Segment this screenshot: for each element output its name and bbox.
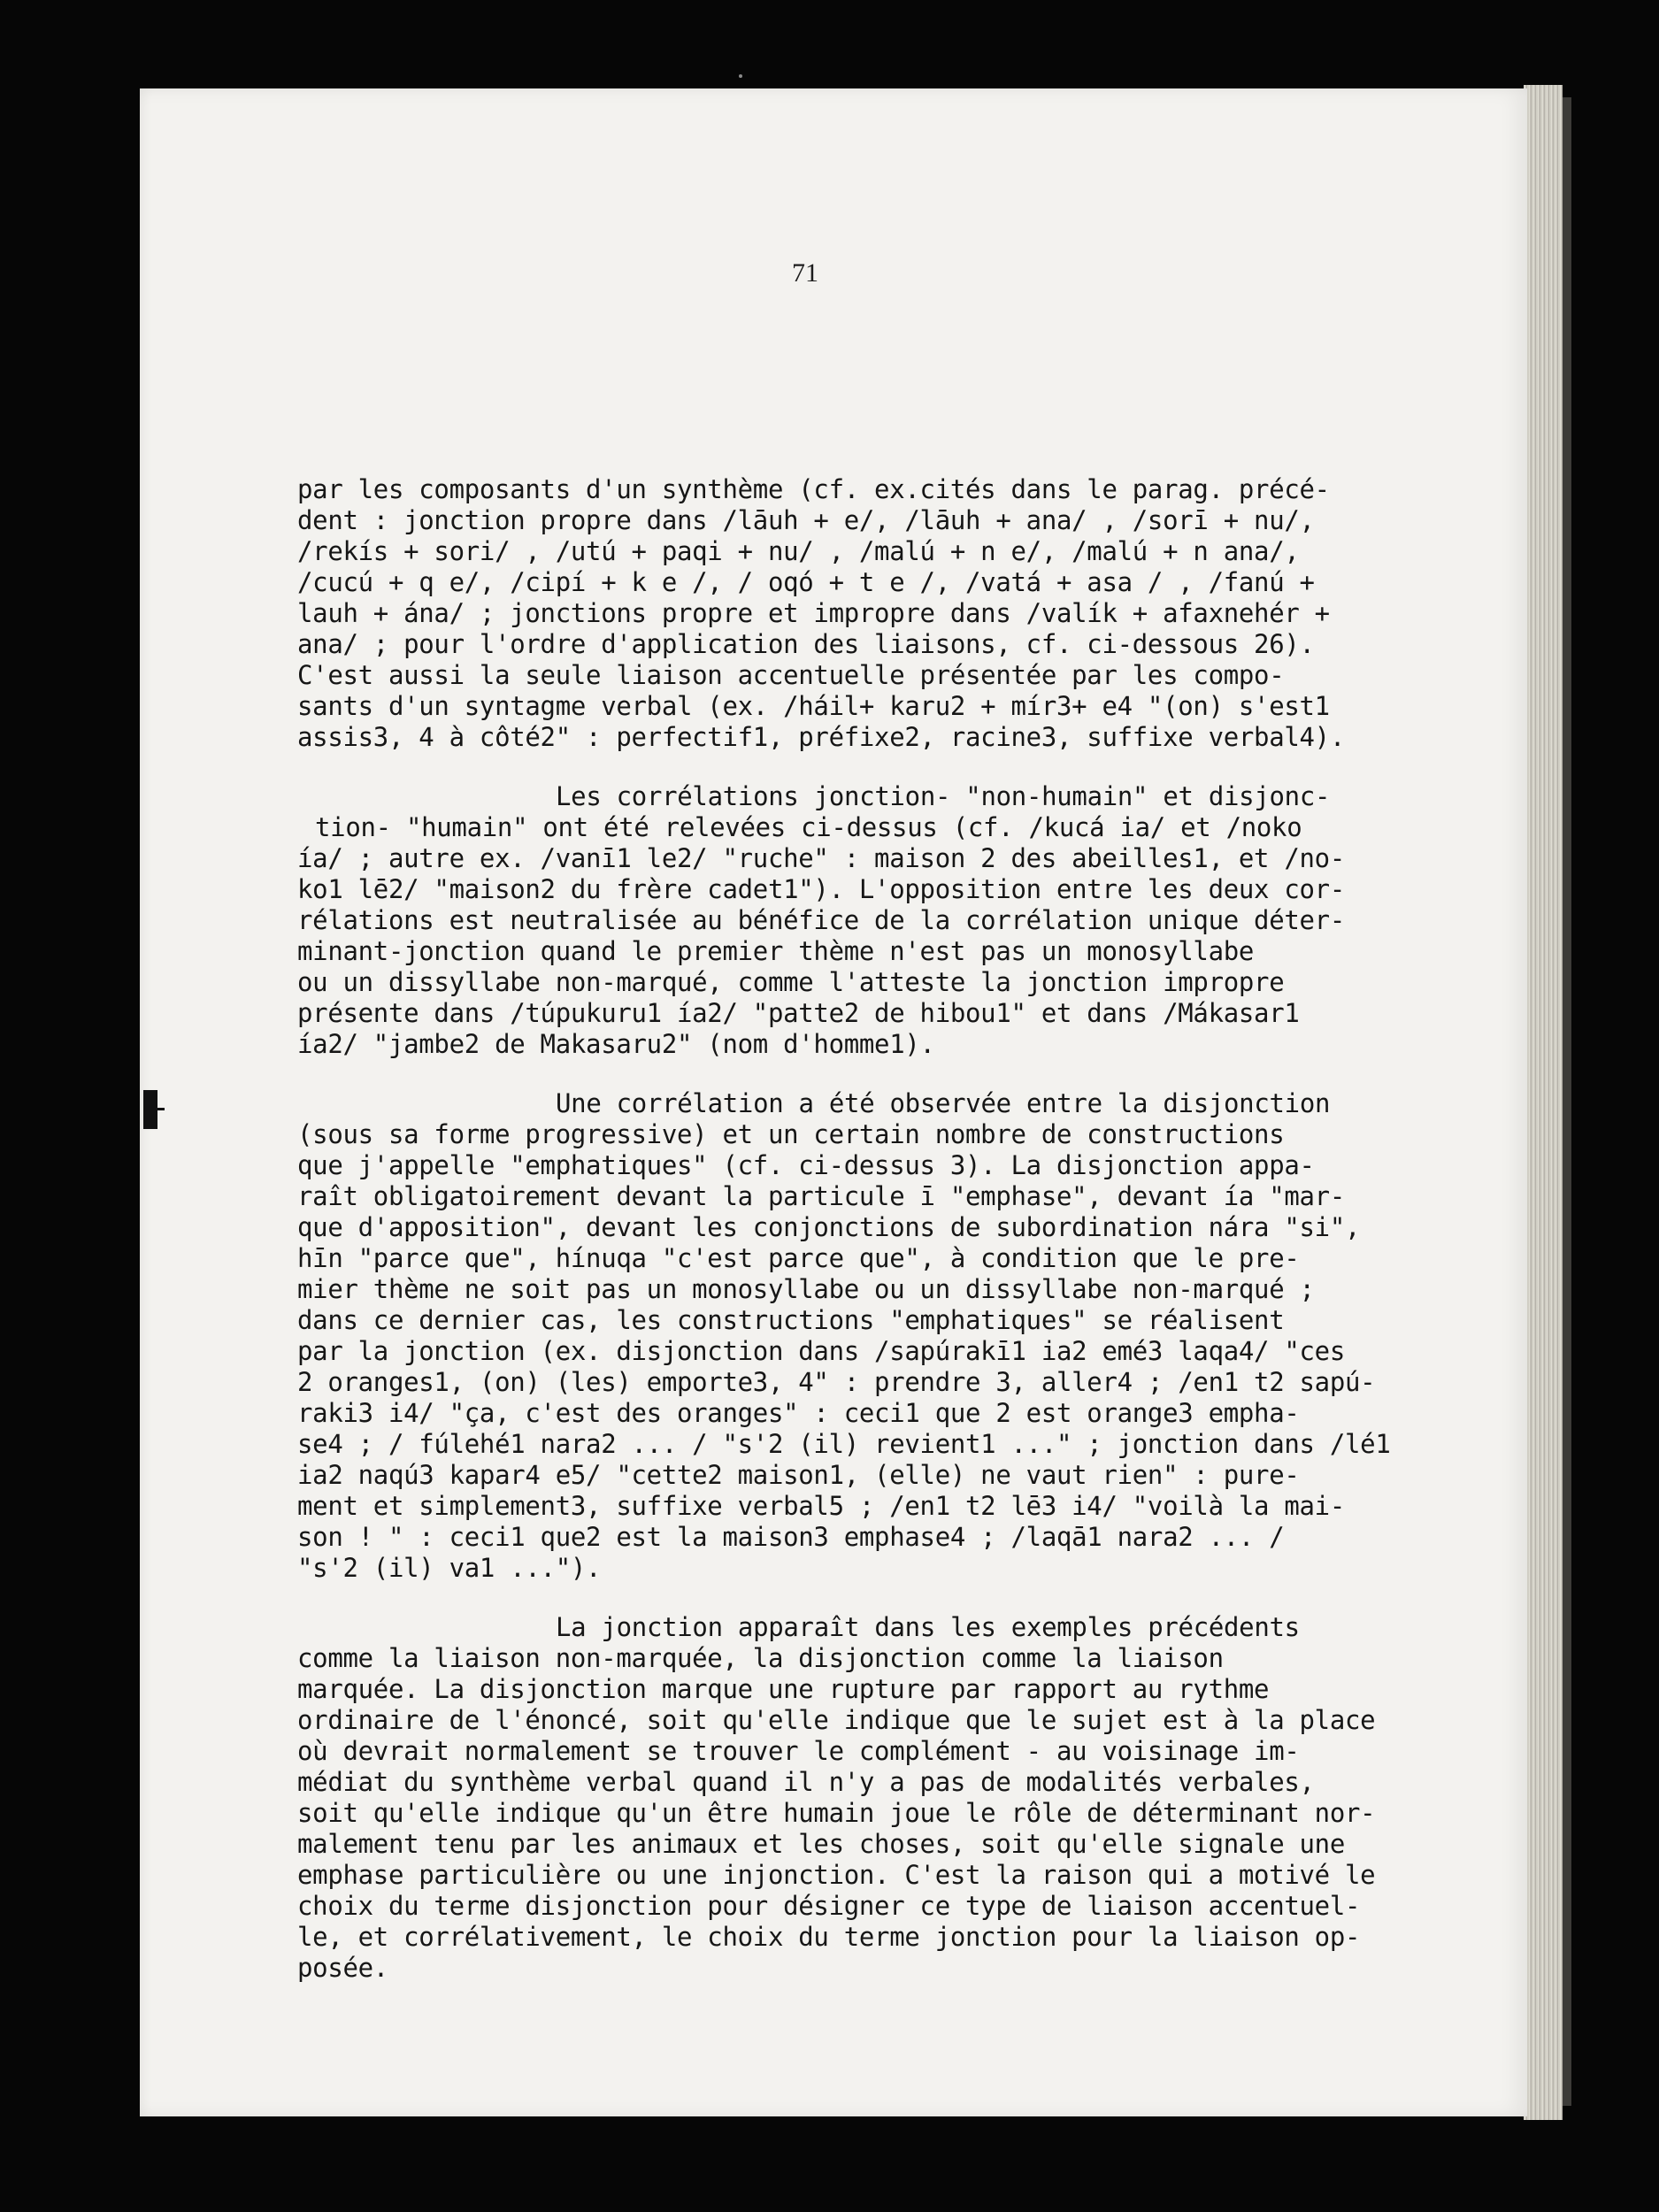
text-line: par la jonction (ex. disjonction dans /sapúrakī1 ia2 emé3 laqa4/ "ces bbox=[297, 1336, 1346, 1366]
page-number: 71 bbox=[792, 258, 818, 288]
text-line: mier thème ne soit pas un monosyllabe ou un dissyllabe non-marqué ; bbox=[297, 1274, 1315, 1304]
text-line: comme la liaison non-marquée, la disjonction comme la liaison bbox=[297, 1643, 1224, 1673]
margin-mark-line bbox=[143, 1108, 165, 1110]
text-line: emphase particulière ou une injonction. C'est la raison qui a motivé le bbox=[297, 1860, 1376, 1890]
text-line: Les corrélations jonction- "non-humain" et disjonc- bbox=[556, 781, 1331, 811]
text-line: assis3, 4 à côté2" : perfectif1, préfixe2, racine3, suffixe verbal4). bbox=[297, 722, 1346, 752]
text-line: par les composants d'un synthème (cf. ex.cités dans le parag. précé- bbox=[297, 474, 1330, 504]
speck bbox=[739, 74, 742, 78]
text-line: choix du terme disjonction pour désigner ce type de liaison accentuel- bbox=[297, 1891, 1361, 1921]
text-line: ia2 naqú3 kapar4 e5/ "cette2 maison1, (elle) ne vaut rien" : pure- bbox=[297, 1460, 1300, 1490]
text-line: ana/ ; pour l'ordre d'application des liaisons, cf. ci-dessous 26). bbox=[297, 629, 1315, 659]
text-line: ordinaire de l'énoncé, soit qu'elle indique que le sujet est à la place bbox=[297, 1705, 1376, 1735]
text-line: C'est aussi la seule liaison accentuelle présentée par les compo- bbox=[297, 660, 1285, 690]
text-line: le, et corrélativement, le choix du terme jonction pour la liaison op- bbox=[297, 1922, 1361, 1952]
text-line: où devrait normalement se trouver le complément - au voisinage im- bbox=[297, 1736, 1300, 1766]
text-line: raît obligatoirement devant la particule ī "emphase", devant ía "mar- bbox=[297, 1181, 1346, 1211]
text-line: raki3 i4/ "ça, c'est des oranges" : ceci1 que 2 est orange3 empha- bbox=[297, 1398, 1300, 1428]
text-line: soit qu'elle indique qu'un être humain joue le rôle de déterminant nor- bbox=[297, 1798, 1376, 1828]
text-line: présente dans /túpukuru1 ía2/ "patte2 de hibou1" et dans /Mákasar1 bbox=[297, 998, 1300, 1028]
paragraph-2 bbox=[297, 781, 1364, 1060]
text-line: ment et simplement3, suffixe verbal5 ; /en1 t2 lē3 i4/ "voilà la mai- bbox=[297, 1491, 1346, 1521]
text-line: La jonction apparaît dans les exemples précédents bbox=[556, 1612, 1300, 1642]
text-line: "s'2 (il) va1 ..."). bbox=[297, 1553, 602, 1583]
text-line: que j'appelle "emphatiques" (cf. ci-dessus 3). La disjonction appa- bbox=[297, 1150, 1315, 1180]
text-line: /cucú + q e/, /cipí + k e /, / oqó + t e /, /vatá + asa / , /fanú + bbox=[297, 567, 1315, 597]
text-line: rélations est neutralisée au bénéfice de la corrélation unique déter- bbox=[297, 905, 1346, 935]
text-line: hīn "parce que", hínuqa "c'est parce que", à condition que le pre- bbox=[297, 1243, 1300, 1273]
text-line: ía2/ "jambe2 de Makasaru2" (nom d'homme1). bbox=[297, 1029, 935, 1059]
paragraph-3 bbox=[297, 1088, 1391, 1584]
text-line: médiat du synthème verbal quand il n'y a pas de modalités verbales, bbox=[297, 1767, 1315, 1797]
text-line: que d'apposition", devant les conjonctions de subordination nára "si", bbox=[297, 1212, 1361, 1242]
paragraph-4 bbox=[297, 1612, 1376, 1984]
body-text bbox=[297, 474, 1391, 1984]
text-line: tion- "humain" ont été relevées ci-dessus (cf. /kucá ia/ et /noko bbox=[315, 812, 1302, 842]
text-line: se4 ; / fúlehé1 nara2 ... / "s'2 (il) revient1 ..." ; jonction dans /lé1 bbox=[297, 1429, 1391, 1459]
text-line: 2 oranges1, (on) (les) emporte3, 4" : prendre 3, aller4 ; /en1 t2 sapú- bbox=[297, 1367, 1376, 1397]
text-line: marquée. La disjonction marque une rupture par rapport au rythme bbox=[297, 1674, 1270, 1704]
text-line: dent : jonction propre dans /lāuh + e/, /lāuh + ana/ , /sorī + nu/, bbox=[297, 505, 1315, 535]
text-line: sants d'un syntagme verbal (ex. /háil+ karu2 + mír3+ e4 "(on) s'est1 bbox=[297, 691, 1330, 721]
text-line: posée. bbox=[297, 1953, 388, 1983]
text-line: ko1 lē2/ "maison2 du frère cadet1"). L'opposition entre les deux cor- bbox=[297, 874, 1346, 904]
text-line: lauh + ána/ ; jonctions propre et impropre dans /valík + afaxnehér + bbox=[297, 598, 1330, 628]
text-line: /rekís + sori/ , /utú + paqi + nu/ , /malú + n e/, /malú + n ana/, bbox=[297, 536, 1300, 566]
text-line: malement tenu par les animaux et les choses, soit qu'elle signale une bbox=[297, 1829, 1346, 1859]
text-line: son ! " : ceci1 que2 est la maison3 emphase4 ; /laqā1 nara2 ... / bbox=[297, 1522, 1285, 1552]
paragraph-1 bbox=[297, 474, 1364, 753]
book-spine-edge bbox=[1563, 97, 1571, 2106]
text-line: dans ce dernier cas, les constructions "emphatiques" se réalisent bbox=[297, 1305, 1285, 1335]
page-edges bbox=[1524, 85, 1563, 2120]
text-line: Une corrélation a été observée entre la disjonction bbox=[556, 1088, 1331, 1118]
text-line: ou un dissyllabe non-marqué, comme l'atteste la jonction impropre bbox=[297, 967, 1285, 997]
text-line: ía/ ; autre ex. /vanī1 le2/ "ruche" : maison 2 des abeilles1, et /no- bbox=[297, 843, 1346, 873]
text-line: (sous sa forme progressive) et un certain nombre de constructions bbox=[297, 1119, 1285, 1149]
text-line: minant-jonction quand le premier thème n'est pas un monosyllabe bbox=[297, 936, 1255, 966]
